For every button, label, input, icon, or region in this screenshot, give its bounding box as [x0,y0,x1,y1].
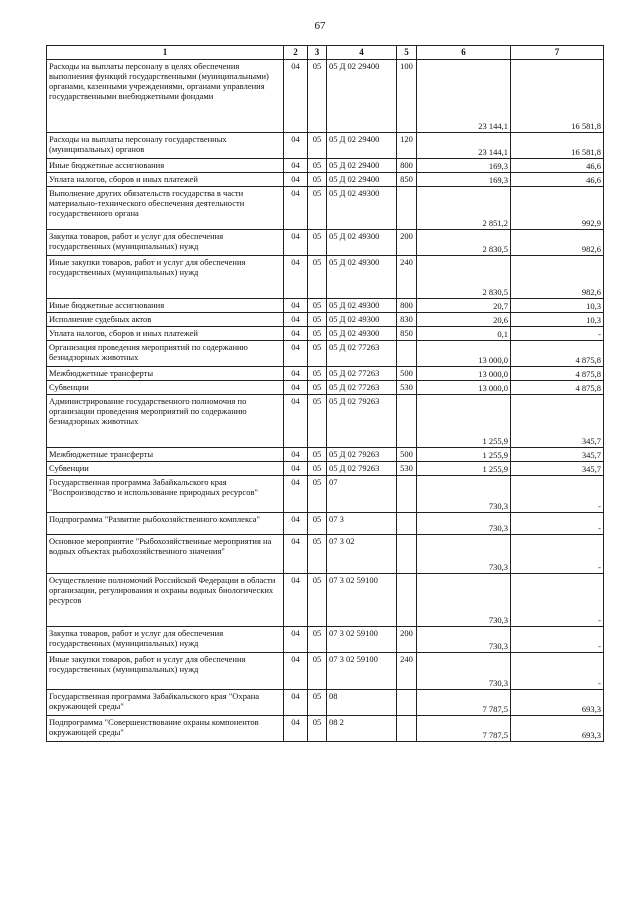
amount-plan: 0,1 [417,326,511,340]
amount-executed: 345,7 [511,461,604,475]
table-row [47,312,604,326]
target-article-code: 05 Д 02 77263 [327,340,397,366]
amount-executed: 46,6 [511,172,604,186]
target-article-code: 05 Д 02 49300 [327,186,397,229]
row-name: Закупка товаров, работ и услуг для обеспечения государственных (муниципальных) нужд [47,626,284,652]
amount-plan: 2 830,5 [417,229,511,255]
table-row [47,626,604,652]
table-row [47,461,604,475]
column-header: 5 [397,46,417,60]
amount-executed: 4 875,8 [511,366,604,380]
expense-type-code: 240 [397,255,417,298]
section-code: 04 [284,158,308,172]
target-article-code: 05 Д 02 29400 [327,158,397,172]
target-article-code: 05 Д 02 29400 [327,172,397,186]
row-name: Субвенции [47,461,284,475]
subsection-code: 05 [308,394,327,447]
row-name: Исполнение судебных актов [47,312,284,326]
amount-executed: 4 875,8 [511,340,604,366]
amount-plan: 13 000,0 [417,380,511,394]
table-row [47,573,604,626]
column-header: 2 [284,46,308,60]
amount-executed: 16 581,8 [511,59,604,132]
subsection-code: 05 [308,534,327,573]
table-row [47,255,604,298]
section-code: 04 [284,172,308,186]
target-article-code: 05 Д 02 49300 [327,312,397,326]
expense-type-code [397,394,417,447]
section-code: 04 [284,312,308,326]
table-row [47,132,604,158]
section-code: 04 [284,132,308,158]
target-article-code: 08 2 [327,715,397,741]
section-code: 04 [284,475,308,512]
expense-type-code: 500 [397,366,417,380]
amount-executed: 10,3 [511,298,604,312]
row-name: Иные закупки товаров, работ и услуг для обеспечения государственных (муниципальных) нужд [47,255,284,298]
amount-plan: 730,3 [417,475,511,512]
amount-plan: 169,3 [417,172,511,186]
section-code: 04 [284,366,308,380]
table-row [47,298,604,312]
table-row [47,394,604,447]
table-row [47,340,604,366]
amount-executed: 4 875,8 [511,380,604,394]
subsection-code: 05 [308,255,327,298]
expense-type-code: 120 [397,132,417,158]
table-row [47,715,604,741]
section-code: 04 [284,394,308,447]
table-row [47,59,604,132]
amount-plan: 20,7 [417,298,511,312]
expense-type-code [397,689,417,715]
row-name: Уплата налогов, сборов и иных платежей [47,172,284,186]
amount-plan: 169,3 [417,158,511,172]
table-row [47,689,604,715]
subsection-code: 05 [308,573,327,626]
expense-type-code [397,475,417,512]
expense-type-code: 800 [397,298,417,312]
expense-type-code: 500 [397,447,417,461]
expense-type-code: 530 [397,461,417,475]
row-name: Межбюджетные трансферты [47,366,284,380]
amount-plan: 13 000,0 [417,340,511,366]
amount-plan: 23 144,1 [417,132,511,158]
expense-type-code: 200 [397,626,417,652]
column-header: 6 [417,46,511,60]
row-name: Администрирование государственного полномочия по организации проведения мероприятий по содержанию безнадзорных животных [47,394,284,447]
section-code: 04 [284,626,308,652]
budget-table [46,45,604,742]
row-name: Субвенции [47,380,284,394]
amount-plan: 730,3 [417,512,511,534]
table-row [47,326,604,340]
expense-type-code [397,186,417,229]
table-row [47,186,604,229]
subsection-code: 05 [308,652,327,689]
subsection-code: 05 [308,461,327,475]
amount-executed: 345,7 [511,447,604,461]
amount-executed: 693,3 [511,715,604,741]
row-name: Подпрограмма "Развитие рыбохозяйственного комплекса" [47,512,284,534]
section-code: 04 [284,573,308,626]
section-code: 04 [284,229,308,255]
expense-type-code: 850 [397,172,417,186]
column-header: 4 [327,46,397,60]
amount-executed: 16 581,8 [511,132,604,158]
subsection-code: 05 [308,715,327,741]
amount-executed: - [511,512,604,534]
section-code: 04 [284,447,308,461]
page-number: 67 [314,20,326,32]
amount-plan: 1 255,9 [417,461,511,475]
subsection-code: 05 [308,380,327,394]
amount-executed: - [511,573,604,626]
subsection-code: 05 [308,59,327,132]
subsection-code: 05 [308,512,327,534]
target-article-code: 08 [327,689,397,715]
subsection-code: 05 [308,132,327,158]
row-name: Иные закупки товаров, работ и услуг для обеспечения государственных (муниципальных) нужд [47,652,284,689]
subsection-code: 05 [308,447,327,461]
amount-executed: - [511,626,604,652]
amount-executed: - [511,652,604,689]
expense-type-code [397,512,417,534]
section-code: 04 [284,652,308,689]
row-name: Иные бюджетные ассигнования [47,298,284,312]
target-article-code: 07 3 [327,512,397,534]
amount-plan: 13 000,0 [417,366,511,380]
target-article-code: 05 Д 02 79263 [327,461,397,475]
amount-plan: 2 830,5 [417,255,511,298]
expense-type-code: 530 [397,380,417,394]
table-row [47,652,604,689]
target-article-code: 07 3 02 59100 [327,573,397,626]
section-code: 04 [284,534,308,573]
amount-plan: 2 851,2 [417,186,511,229]
section-code: 04 [284,298,308,312]
amount-executed: 345,7 [511,394,604,447]
row-name: Уплата налогов, сборов и иных платежей [47,326,284,340]
table-row [47,158,604,172]
target-article-code: 05 Д 02 49300 [327,298,397,312]
target-article-code: 07 3 02 59100 [327,626,397,652]
subsection-code: 05 [308,626,327,652]
expense-type-code [397,340,417,366]
amount-executed: 982,6 [511,255,604,298]
row-name: Организация проведения мероприятий по содержанию безнадзорных животных [47,340,284,366]
row-name: Государственная программа Забайкальского края "Охрана окружающей среды" [47,689,284,715]
table-row [47,366,604,380]
row-name: Расходы на выплаты персоналу государственных (муниципальных) органов [47,132,284,158]
section-code: 04 [284,255,308,298]
target-article-code: 05 Д 02 29400 [327,59,397,132]
target-article-code: 05 Д 02 29400 [327,132,397,158]
column-header: 1 [47,46,284,60]
amount-plan: 730,3 [417,626,511,652]
amount-plan: 730,3 [417,534,511,573]
amount-executed: - [511,475,604,512]
row-name: Межбюджетные трансферты [47,447,284,461]
column-header: 7 [511,46,604,60]
amount-plan: 7 787,5 [417,715,511,741]
amount-plan: 20,6 [417,312,511,326]
target-article-code: 05 Д 02 49300 [327,229,397,255]
row-name: Расходы на выплаты персоналу в целях обеспечения выполнения функций государственными (муниципальными) органами, казенными учреждениями, органами управления государственными внебюджетными фондами [47,59,284,132]
target-article-code: 07 3 02 [327,534,397,573]
subsection-code: 05 [308,172,327,186]
target-article-code: 07 [327,475,397,512]
column-header: 3 [308,46,327,60]
amount-executed: 992,9 [511,186,604,229]
table-row [47,380,604,394]
amount-plan: 7 787,5 [417,689,511,715]
subsection-code: 05 [308,186,327,229]
section-code: 04 [284,326,308,340]
amount-executed: 693,3 [511,689,604,715]
subsection-code: 05 [308,326,327,340]
subsection-code: 05 [308,689,327,715]
expense-type-code: 830 [397,312,417,326]
row-name: Основное мероприятие "Рыбохозяйственные мероприятия на водных объектах рыбохозяйственного значения" [47,534,284,573]
amount-plan: 23 144,1 [417,59,511,132]
row-name: Подпрограмма "Совершенствование охраны компонентов окружающей среды" [47,715,284,741]
subsection-code: 05 [308,312,327,326]
expense-type-code: 850 [397,326,417,340]
table-row [47,172,604,186]
amount-executed: 982,6 [511,229,604,255]
expense-type-code: 200 [397,229,417,255]
table-row [47,534,604,573]
row-name: Государственная программа Забайкальского края "Воспроизводство и использование природных ресурсов" [47,475,284,512]
table-header-row [47,46,604,60]
row-name: Осуществление полномочий Российской Федерации в области организации, регулирования и охраны водных биологических ресурсов [47,573,284,626]
amount-executed: - [511,326,604,340]
table-row [47,512,604,534]
subsection-code: 05 [308,298,327,312]
row-name: Закупка товаров, работ и услуг для обеспечения государственных (муниципальных) нужд [47,229,284,255]
amount-plan: 730,3 [417,573,511,626]
target-article-code: 05 Д 02 79263 [327,394,397,447]
subsection-code: 05 [308,340,327,366]
amount-executed: - [511,534,604,573]
expense-type-code: 800 [397,158,417,172]
section-code: 04 [284,512,308,534]
amount-executed: 10,3 [511,312,604,326]
table-row [47,229,604,255]
target-article-code: 07 3 02 59100 [327,652,397,689]
amount-executed: 46,6 [511,158,604,172]
row-name: Выполнение других обязательств государства в части материально-технического обеспечения деятельности государственного органа [47,186,284,229]
amount-plan: 1 255,9 [417,447,511,461]
subsection-code: 05 [308,366,327,380]
target-article-code: 05 Д 02 79263 [327,447,397,461]
subsection-code: 05 [308,229,327,255]
amount-plan: 730,3 [417,652,511,689]
expense-type-code [397,534,417,573]
amount-plan: 1 255,9 [417,394,511,447]
expense-type-code: 240 [397,652,417,689]
target-article-code: 05 Д 02 49300 [327,255,397,298]
table-row [47,475,604,512]
section-code: 04 [284,186,308,229]
section-code: 04 [284,340,308,366]
table-row [47,447,604,461]
subsection-code: 05 [308,158,327,172]
target-article-code: 05 Д 02 77263 [327,380,397,394]
section-code: 04 [284,461,308,475]
expense-type-code: 100 [397,59,417,132]
expense-type-code [397,573,417,626]
expense-type-code [397,715,417,741]
target-article-code: 05 Д 02 49300 [327,326,397,340]
subsection-code: 05 [308,475,327,512]
section-code: 04 [284,689,308,715]
section-code: 04 [284,715,308,741]
row-name: Иные бюджетные ассигнования [47,158,284,172]
section-code: 04 [284,59,308,132]
section-code: 04 [284,380,308,394]
target-article-code: 05 Д 02 77263 [327,366,397,380]
